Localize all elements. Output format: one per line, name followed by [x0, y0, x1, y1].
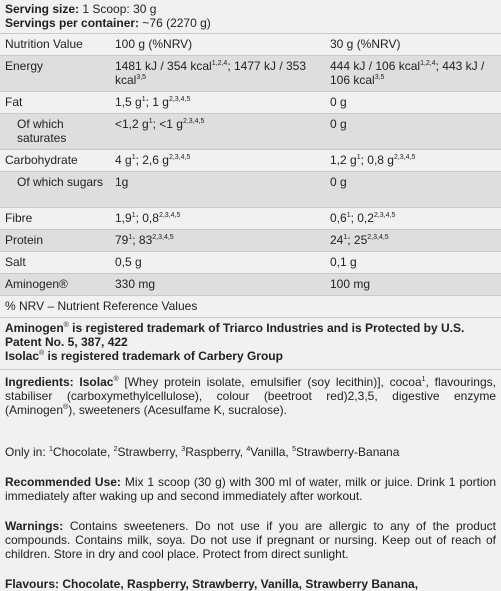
nutrient-row-of-which-sugars: [0, 172, 501, 208]
value-100g-superscript: 2,3,4,5: [168, 154, 191, 161]
only-in-text: Vanilla,: [250, 445, 293, 459]
value-100g-superscript: 2,3,4,5: [182, 118, 205, 125]
value-100g-text: 0,5 g: [115, 255, 142, 269]
value-per-100g: [110, 150, 325, 172]
value-per-100g: [110, 56, 325, 92]
value-per-30g: [325, 56, 501, 92]
only-in-superscript: 1: [49, 446, 53, 453]
value-per-100g: [110, 208, 325, 230]
value-100g-text: ; 1 g: [145, 95, 169, 109]
nutrient-row-fibre: [0, 208, 501, 230]
ingredients-text: Ingredients: Isolac: [5, 375, 114, 389]
value-30g-text: 1,2 g: [330, 153, 357, 167]
recommended-use-text: Recommended Use:: [5, 475, 121, 489]
only-in-superscript: 4: [246, 446, 251, 453]
only-in-text: Raspberry,: [185, 445, 247, 459]
trademark-line: [5, 349, 496, 363]
value-100g-superscript: 2,3,4,5: [158, 212, 181, 219]
value-30g-superscript: 1,2,4: [420, 60, 436, 67]
nutrient-label: Protein: [0, 230, 110, 252]
value-per-100g: [110, 274, 325, 296]
value-100g-text: <1,2 g: [115, 117, 149, 131]
nutrient-row-aminogen: [0, 274, 501, 296]
value-100g-text: ; 83: [132, 233, 153, 247]
warnings-block: [0, 503, 501, 561]
nutrient-row-fat: [0, 92, 501, 114]
value-per-100g: [110, 114, 325, 150]
value-100g-superscript: 1: [131, 154, 136, 161]
value-per-30g: [325, 150, 501, 172]
ingredients-superscript: ®: [113, 376, 119, 383]
ingredients-superscript: ®: [63, 404, 69, 411]
nrv-note: [0, 296, 501, 318]
value-per-30g: [325, 92, 501, 114]
ingredients-text: ), sweeteners (Acesulfame K, sucralose).: [68, 403, 287, 417]
value-30g-text: ; 25: [347, 233, 368, 247]
value-30g-superscript: 3,5: [374, 74, 385, 81]
value-100g-text: ; 0,8: [135, 211, 159, 225]
value-100g-text: 1g: [115, 175, 129, 189]
value-100g-text: ; 1477 kJ / 353 kcal: [115, 59, 307, 87]
value-30g-text: ; 0,8 g: [360, 153, 394, 167]
warnings-text: Contains sweeteners. Do not use if you are allergic to any of the product compounds. Contains milk, soya. Do not use if pregnant or nursing. Keep out of reach of children. Store in dry and cool place. Protect from direct sunlight.: [5, 519, 496, 561]
value-100g-text: 330 mg: [115, 277, 156, 291]
value-30g-text: ; 443 kJ / 106 kcal: [330, 59, 485, 87]
value-30g-superscript: 2,3,4,5: [367, 234, 389, 241]
servings-per-container-value: ~76 (2270 g): [139, 16, 211, 30]
nutrient-row-energy: [0, 56, 501, 92]
serving-header: [0, 0, 501, 34]
servings-per-container-label: Servings per container:: [5, 16, 140, 30]
trademark-text: is registered trademark of Carbery Group: [44, 349, 283, 363]
value-100g-superscript: 1: [128, 234, 133, 241]
trademark-line: [5, 321, 496, 349]
trademark-superscript: ®: [63, 322, 69, 329]
nutrient-label: Aminogen®: [0, 274, 110, 296]
recommended-use-block: [0, 459, 501, 503]
value-per-30g: [325, 208, 501, 230]
warnings-text: Warnings:: [5, 519, 64, 533]
only-in-superscript: 3: [181, 446, 186, 453]
value-30g-text: 0,1 g: [330, 255, 357, 269]
value-30g-text: 0 g: [330, 117, 347, 131]
value-30g-superscript: 2,3,4,5: [373, 212, 396, 219]
value-100g-text: ; 2,6 g: [135, 153, 169, 167]
value-30g-superscript: 1: [346, 212, 351, 219]
only-in-block: [0, 417, 501, 459]
header-100g: 100 g (%NRV): [110, 34, 325, 56]
value-100g-superscript: 1: [141, 96, 146, 103]
only-in-text: Chocolate,: [52, 445, 114, 459]
value-per-100g: [110, 230, 325, 252]
value-100g-superscript: 3,5: [136, 74, 147, 81]
ingredients-text: , flavourings, stabiliser (carboxymethylcellulose), colour (beetroot red)2,3,5, digestive enzyme (Aminogen: [5, 375, 496, 417]
value-100g-text: 4 g: [115, 153, 132, 167]
value-30g-text: ; 0,2: [350, 211, 374, 225]
nutrient-label: Carbohydrate: [0, 150, 110, 172]
value-per-100g: [110, 172, 325, 208]
nrv-note-text: % NRV – Nutrient Reference Values: [5, 299, 198, 313]
ingredients-text: [Whey protein isolate, emulsifier (soy lecithin)], cocoa: [118, 375, 422, 389]
header-nutrition-value: Nutrition Value: [0, 34, 110, 56]
value-100g-text: 79: [115, 233, 129, 247]
value-per-30g: [325, 274, 501, 296]
value-per-30g: [325, 114, 501, 150]
servings-per-container-line: [5, 16, 496, 30]
value-100g-superscript: 2,3,4,5: [152, 234, 174, 241]
only-in-superscript: 5: [292, 446, 296, 453]
value-30g-superscript: 1: [356, 154, 361, 161]
only-in-text: Strawberry-Banana: [296, 445, 400, 459]
trademark-text: Isolac: [5, 349, 40, 363]
nutrient-row-protein: [0, 230, 501, 252]
value-per-100g: [110, 252, 325, 274]
value-30g-text: 100 mg: [330, 277, 371, 291]
nutrition-table: [0, 34, 501, 296]
table-header-row: [0, 34, 501, 56]
nutrient-row-of-which-saturates: [0, 114, 501, 150]
nutrient-label: Energy: [0, 56, 110, 92]
only-in-text: Strawberry,: [117, 445, 182, 459]
trademark-text: Aminogen: [5, 321, 64, 335]
flavours-text: Flavours: Chocolate, Raspberry, Strawberry, Vanilla, Strawberry Banana,: [5, 577, 419, 591]
serving-size-line: [5, 2, 496, 16]
value-100g-superscript: 1,2,4: [211, 60, 228, 67]
flavours-block: [0, 561, 501, 591]
nutrient-label: Fat: [0, 92, 110, 114]
value-100g-text: 1,9: [115, 211, 132, 225]
value-30g-text: 0 g: [330, 95, 347, 109]
serving-size-label: Serving size:: [5, 2, 80, 16]
value-per-30g: [325, 230, 501, 252]
value-per-30g: [325, 172, 501, 208]
value-per-30g: [325, 252, 501, 274]
nutrient-row-carbohydrate: [0, 150, 501, 172]
trademark-block: [0, 318, 501, 370]
value-100g-text: 1481 kJ / 354 kcal: [115, 59, 212, 73]
value-100g-superscript: 1: [148, 118, 153, 125]
recommended-use-text: Mix 1 scoop (30 g) with 300 ml of water, milk or juice. Drink 1 portion immediately after waking up and second immediately after workout.: [5, 475, 497, 503]
nutrient-row-salt: [0, 252, 501, 274]
only-in-superscript: 2: [113, 446, 118, 453]
value-30g-text: 444 kJ / 106 kcal: [330, 59, 421, 73]
only-in-text: Only in:: [5, 445, 50, 459]
nutrient-label: Fibre: [0, 208, 110, 230]
value-30g-text: 24: [330, 233, 344, 247]
value-100g-superscript: 1: [131, 212, 136, 219]
nutrient-label: Salt: [0, 252, 110, 274]
trademark-text: is registered trademark of Triarco Industries and is Protected by U.S. Patent No. 5, 387, 422: [5, 321, 465, 349]
value-30g-superscript: 1: [343, 234, 348, 241]
ingredients-superscript: 1: [421, 376, 426, 383]
value-100g-text: 1,5 g: [115, 95, 142, 109]
value-100g-superscript: 2,3,4,5: [168, 96, 191, 103]
nutrient-label: Of which saturates: [0, 114, 110, 150]
value-30g-superscript: 2,3,4,5: [393, 154, 416, 161]
value-per-100g: [110, 92, 325, 114]
header-30g: 30 g (%NRV): [325, 34, 501, 56]
value-30g-text: 0,6: [330, 211, 347, 225]
value-100g-text: ; <1 g: [152, 117, 183, 131]
value-30g-text: 0 g: [330, 175, 347, 189]
nutrient-label: Of which sugars: [0, 172, 110, 208]
trademark-superscript: ®: [39, 350, 45, 357]
serving-size-value: 1 Scoop: 30 g: [79, 2, 157, 16]
ingredients-block: [0, 370, 501, 417]
